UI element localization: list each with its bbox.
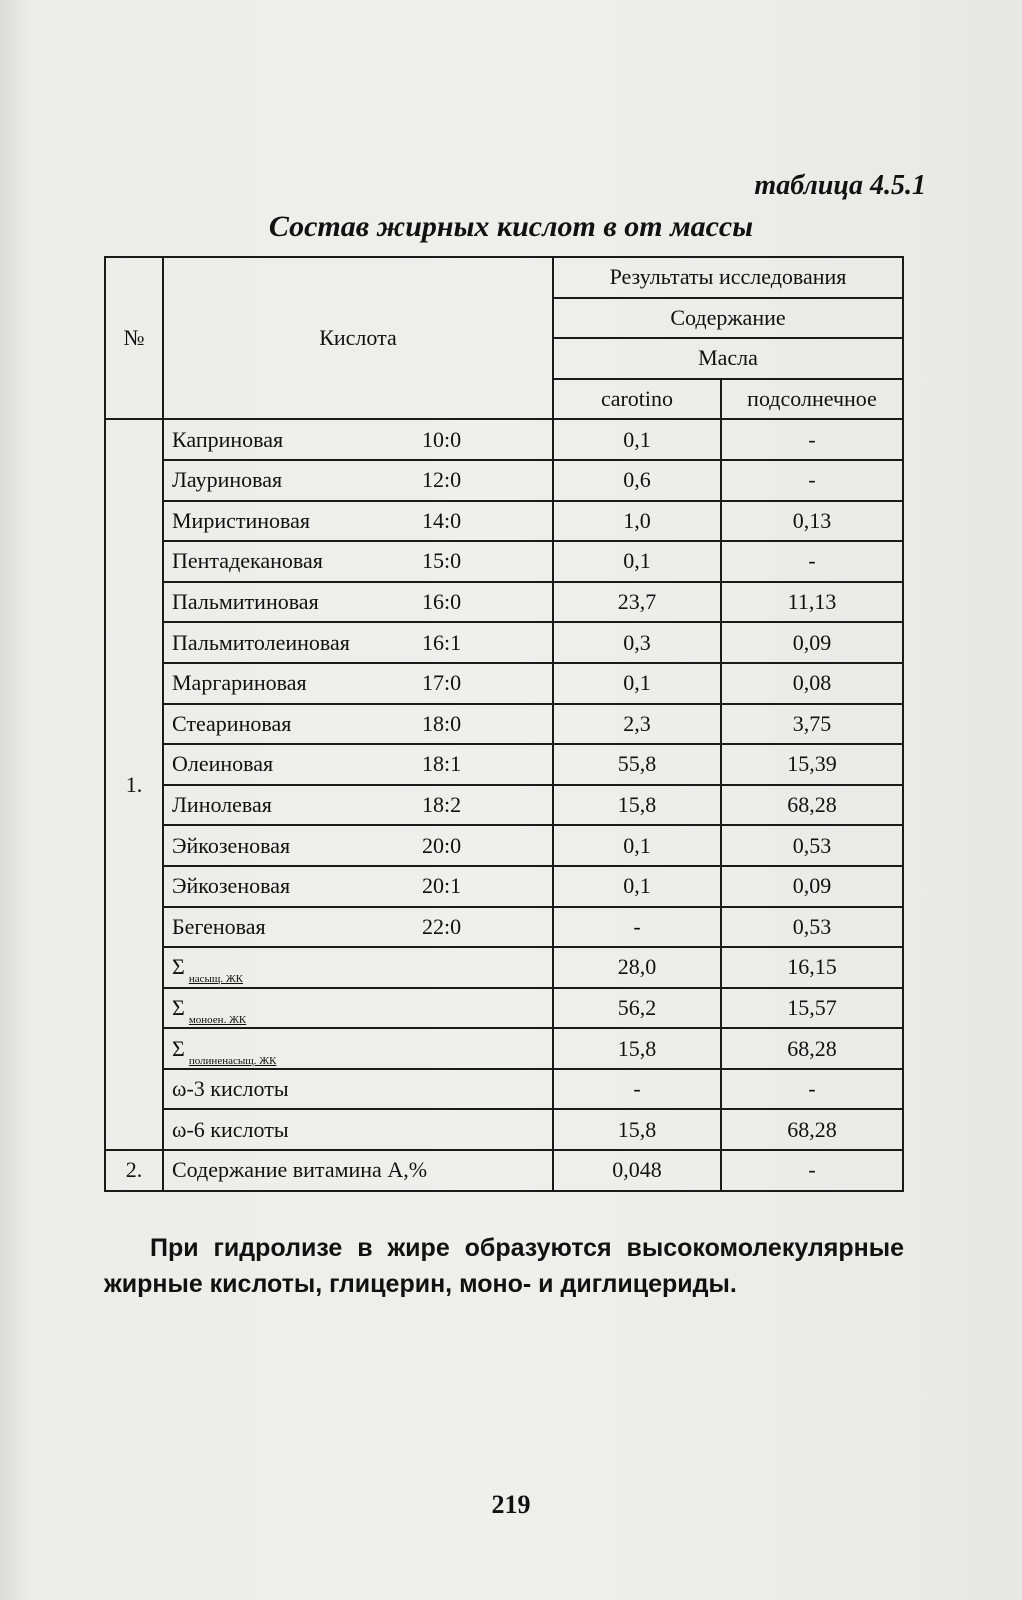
value-sunflower: 0,53 (721, 825, 903, 866)
acid-cell (163, 907, 553, 948)
table-row (105, 663, 903, 704)
table-row (105, 866, 903, 907)
acid-cell (163, 866, 553, 907)
sum-row (105, 988, 903, 1029)
vitamin-row (105, 1150, 903, 1191)
sum-row (105, 1028, 903, 1069)
value-carotino: - (553, 907, 721, 948)
header-col-sunflower: подсолнечное (721, 379, 903, 420)
fatty-acid-table (104, 256, 904, 1192)
value-carotino: 0,1 (553, 663, 721, 704)
value-carotino: 55,8 (553, 744, 721, 785)
table-caption: таблица 4.5.1 (754, 170, 926, 201)
acid-code: 16:1 (422, 629, 462, 655)
acid-cell (163, 501, 553, 542)
header-col-carotino: carotino (553, 379, 721, 420)
sum-row (105, 947, 903, 988)
acid-cell (163, 785, 553, 826)
acid-code: 18:1 (422, 751, 462, 777)
acid-name: Каприновая (172, 426, 284, 452)
table-row (105, 460, 903, 501)
table-row (105, 907, 903, 948)
header-row-1 (105, 257, 903, 298)
acid-name: Эйкозеновая (172, 832, 291, 858)
table-row (105, 541, 903, 582)
sum-cell (163, 988, 553, 1029)
acid-code: 16:0 (422, 589, 462, 615)
value-sunflower: - (721, 541, 903, 582)
acid-code: 20:0 (422, 832, 462, 858)
acid-code: 17:0 (422, 670, 462, 696)
acid-name: Пентадекановая (172, 548, 323, 574)
sigma-symbol: Σ (172, 994, 185, 1020)
value-carotino: 15,8 (553, 785, 721, 826)
acid-name: Бегеновая (172, 913, 266, 939)
acid-cell (163, 663, 553, 704)
sum-subscript: полиненасыщ. ЖК (188, 1054, 277, 1067)
body-paragraph: При гидролизе в жире образуются высокомолекулярные жирные кислоты, глицерин, моно- и диглицериды. (104, 1234, 904, 1298)
acid-cell (163, 460, 553, 501)
value-sunflower: - (721, 460, 903, 501)
value-carotino: 0,1 (553, 541, 721, 582)
value-carotino: 0,1 (553, 825, 721, 866)
value-sunflower: - (721, 1069, 903, 1110)
value-carotino: 56,2 (553, 988, 721, 1029)
acid-cell (163, 582, 553, 623)
table-row (105, 825, 903, 866)
value-carotino: 15,8 (553, 1028, 721, 1069)
value-sunflower: - (721, 1150, 903, 1191)
value-sunflower: 68,28 (721, 1028, 903, 1069)
value-carotino: 2,3 (553, 704, 721, 745)
value-sunflower: 11,13 (721, 582, 903, 623)
value-carotino: 0,1 (553, 866, 721, 907)
header-content: Содержание (553, 298, 903, 339)
group-number: 1. (105, 419, 163, 1150)
value-sunflower: 68,28 (721, 1109, 903, 1150)
value-sunflower: - (721, 419, 903, 460)
sigma-symbol: Σ (172, 1035, 185, 1061)
value-sunflower: 0,53 (721, 907, 903, 948)
header-acid: Кислота (163, 257, 553, 419)
value-sunflower: 15,39 (721, 744, 903, 785)
omega-row (105, 1069, 903, 1110)
acid-code: 15:0 (422, 548, 462, 574)
table-row (105, 785, 903, 826)
table-row (105, 704, 903, 745)
value-sunflower: 16,15 (721, 947, 903, 988)
header-results: Результаты исследования (553, 257, 903, 298)
sum-subscript: насыщ. ЖК (188, 973, 244, 986)
table-row (105, 582, 903, 623)
value-sunflower: 0,08 (721, 663, 903, 704)
header-num: № (105, 257, 163, 419)
acid-code: 14:0 (422, 507, 462, 533)
page-number: 219 (491, 1490, 531, 1519)
table-row (105, 501, 903, 542)
header-oils: Масла (553, 338, 903, 379)
value-carotino: 0,1 (553, 419, 721, 460)
acid-name: Линолевая (172, 792, 272, 818)
sum-cell (163, 1028, 553, 1069)
acid-code: 18:0 (422, 710, 462, 736)
value-sunflower: 68,28 (721, 785, 903, 826)
omega-name: ω-3 кислоты (163, 1069, 553, 1110)
value-carotino: - (553, 1069, 721, 1110)
acid-code: 20:1 (422, 873, 462, 899)
value-sunflower: 15,57 (721, 988, 903, 1029)
value-carotino: 23,7 (553, 582, 721, 623)
acid-code: 12:0 (422, 467, 462, 493)
table-row (105, 622, 903, 663)
value-carotino: 0,3 (553, 622, 721, 663)
value-sunflower: 3,75 (721, 704, 903, 745)
acid-name: Маргариновая (172, 670, 307, 696)
acid-name: Пальмитиновая (172, 589, 319, 615)
acid-code: 10:0 (422, 426, 462, 452)
acid-name: Эйкозеновая (172, 873, 291, 899)
sum-cell (163, 947, 553, 988)
acid-cell (163, 704, 553, 745)
value-sunflower: 0,09 (721, 622, 903, 663)
acid-name: Олеиновая (172, 751, 274, 777)
value-sunflower: 0,09 (721, 866, 903, 907)
acid-code: 18:2 (422, 792, 462, 818)
acid-name: Лауриновая (172, 467, 283, 493)
acid-cell (163, 622, 553, 663)
value-carotino: 0,6 (553, 460, 721, 501)
value-carotino: 28,0 (553, 947, 721, 988)
value-sunflower: 0,13 (721, 501, 903, 542)
value-carotino: 0,048 (553, 1150, 721, 1191)
acid-cell (163, 825, 553, 866)
acid-name: Стеариновая (172, 710, 292, 736)
value-carotino: 15,8 (553, 1109, 721, 1150)
omega-name: ω-6 кислоты (163, 1109, 553, 1150)
acid-cell (163, 541, 553, 582)
vitamin-label: Содержание витамина А,% (163, 1150, 553, 1191)
acid-cell (163, 419, 553, 460)
omega-row (105, 1109, 903, 1150)
row-number: 2. (105, 1150, 163, 1191)
table-row (105, 419, 903, 460)
acid-code: 22:0 (422, 913, 462, 939)
sigma-symbol: Σ (172, 954, 185, 980)
sum-subscript: моноен. ЖК (188, 1013, 247, 1026)
acid-cell (163, 744, 553, 785)
value-carotino: 1,0 (553, 501, 721, 542)
table-row (105, 744, 903, 785)
acid-name: Пальмитолеиновая (172, 629, 350, 655)
table-title: Состав жирных кислот в от массы (268, 210, 754, 243)
acid-name: Миристиновая (172, 507, 311, 533)
